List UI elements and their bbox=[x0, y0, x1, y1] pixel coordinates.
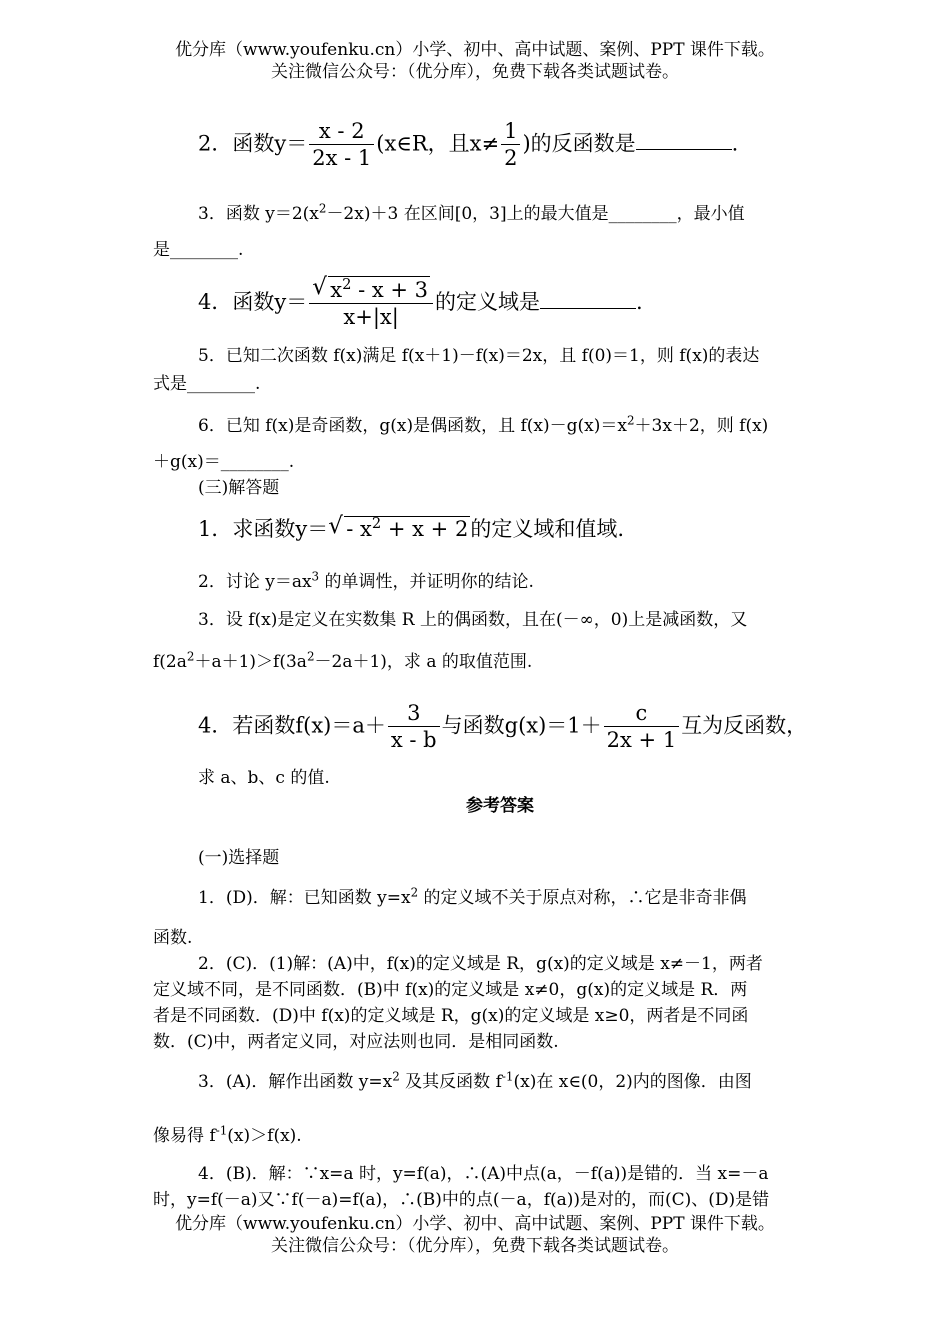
solve-q1-suffix: 的定义域和值域. bbox=[470, 517, 625, 541]
answers-title: 参考答案 bbox=[466, 796, 534, 816]
fill-q2-suffix: )的反函数是 bbox=[522, 131, 636, 156]
fill-q6-sup: 2 bbox=[626, 413, 635, 428]
header-line-2: 关注微信公众号：（优分库），免费下载各类试题试卷。 bbox=[271, 62, 679, 82]
fill-q3-line1 bbox=[198, 201, 745, 224]
solve-q4-line1 bbox=[198, 700, 807, 754]
fill-q6-line1 bbox=[198, 413, 769, 436]
fill-q2-half-num: 1 bbox=[501, 118, 520, 145]
fill-q2-denominator: 2x - 1 bbox=[312, 146, 372, 171]
fill-q4-suffix: 的定义域是 bbox=[435, 289, 541, 314]
fill-q2-half-den: 2 bbox=[504, 146, 518, 171]
solve-q4-mid: 与函数g(x)＝1＋ bbox=[441, 713, 602, 738]
solve-q1-rad2: + x + 2 bbox=[381, 517, 469, 541]
fill-q4-rad-rest: - x + 3 bbox=[351, 278, 429, 302]
answer-2-line2: 定义域不同，是不同函数．(B)中 f(x)的定义域是 x≠0，g(x)的定义域是 R．两 bbox=[153, 980, 748, 1000]
fill-q6-a: 6．已知 f(x)是奇函数，g(x)是偶函数，且 f(x)－g(x)＝x bbox=[198, 416, 627, 436]
fill-q6-line2: ＋g(x)＝________. bbox=[153, 452, 295, 472]
answer-1-line1 bbox=[198, 885, 747, 908]
fill-q4-denominator: x+|x| bbox=[343, 305, 399, 330]
answer-3-d: 像易得 f bbox=[153, 1126, 216, 1146]
fill-q2-numerator: x - 2 bbox=[309, 118, 374, 145]
answer-3-c: (x)在 x∈(0，2)内的图像．由图 bbox=[513, 1072, 752, 1092]
fill-q3-sup: 2 bbox=[318, 201, 327, 216]
solve-q1-rad1: - x bbox=[346, 517, 372, 541]
solve-q1 bbox=[198, 513, 625, 542]
answer-2-line1: 2．(C)．(1)解：(A)中，f(x)的定义域是 R，g(x)的定义域是 x≠－1，两者 bbox=[198, 954, 763, 974]
answer-2-line3: 者是不同函数．(D)中 f(x)的定义域是 R，g(x)的定义域是 x≥0，两者是不同函 bbox=[153, 1006, 749, 1026]
fill-q2-half bbox=[501, 118, 520, 172]
solve-q4-frac2-num: c bbox=[604, 700, 680, 727]
answer-3-line2 bbox=[153, 1123, 302, 1146]
fill-q2-blank[interactable] bbox=[636, 148, 732, 150]
sqrt-icon: √ bbox=[328, 513, 343, 539]
answer-3-s1: 2 bbox=[392, 1069, 400, 1084]
answer-4-line2: 时，y=f(－a)又∵f(－a)=f(a)，∴(B)中的点(－a，f(a))是对的，而(C)、(D)是错 bbox=[153, 1190, 770, 1210]
solve-q2-a: 2．讨论 y＝ax bbox=[198, 572, 312, 592]
solve-q4-line2: 求 a、b、c 的值. bbox=[198, 768, 330, 788]
solve-q4-frac2 bbox=[604, 700, 680, 754]
solve-q3-line2 bbox=[153, 649, 533, 672]
fill-q4-rad-x: x bbox=[330, 278, 343, 302]
fill-q6-a2: ＋3x＋2，则 f(x) bbox=[634, 416, 769, 436]
fill-q3-b: －2x)＋3 在区间[0，3]上的最大值是________，最小值 bbox=[326, 204, 745, 224]
fill-q2-fraction bbox=[309, 118, 374, 172]
answer-3-b: 及其反函数 f bbox=[399, 1072, 502, 1092]
solve-q1-rad-sup: 2 bbox=[371, 515, 382, 532]
solve-q4-suffix: 互为反函数， bbox=[681, 713, 808, 738]
fill-q5-line2: 式是________. bbox=[153, 374, 261, 394]
fill-q4-rad-sup: 2 bbox=[342, 276, 352, 293]
fill-q4-end: . bbox=[636, 289, 643, 314]
solve-q1-sqrt bbox=[328, 513, 470, 542]
answer-2-line4: 数．(C)中，两者定义同，对应法则也同．是相同函数. bbox=[153, 1032, 559, 1052]
fill-q2-prefix: 2．函数y＝ bbox=[198, 131, 308, 156]
fill-q2 bbox=[198, 118, 738, 172]
solve-q4-frac1-num: 3 bbox=[388, 700, 440, 727]
answer-3-s2: -1 bbox=[501, 1069, 514, 1084]
answer-1-sup: 2 bbox=[410, 885, 419, 900]
answer-1-b: 的定义域不关于原点对称，∴它是非奇非偶 bbox=[418, 888, 747, 908]
solve-q3-b3: －2a＋1)，求 a 的取值范围. bbox=[314, 652, 533, 672]
answer-3-a: 3．(A)．解作出函数 y=x bbox=[198, 1072, 393, 1092]
solve-q4-frac1 bbox=[388, 700, 440, 754]
solve-q2-sup: 3 bbox=[311, 569, 320, 584]
fill-q5-line1: 5．已知二次函数 f(x)满足 f(x＋1)－f(x)＝2x，且 f(0)＝1，则 f(x)的表达 bbox=[198, 346, 760, 366]
answers-sec1: (一)选择题 bbox=[198, 848, 280, 868]
solve-q3-s1: 2 bbox=[186, 649, 195, 664]
solve-q1-radicand bbox=[344, 516, 470, 542]
answer-1-line2: 函数. bbox=[153, 928, 193, 948]
solve-q4-frac1-den: x - b bbox=[390, 728, 437, 753]
solve-q3-s2: 2 bbox=[306, 649, 315, 664]
solve-q3-line1: 3．设 f(x)是定义在实数集 R 上的偶函数，且在(－∞，0)上是减函数，又 bbox=[198, 610, 748, 630]
solve-q4-frac2-den: 2x + 1 bbox=[606, 728, 677, 753]
solve-q1-prefix: 1．求函数y＝ bbox=[198, 517, 329, 541]
footer-line-1: 优分库（www.youfenku.cn）小学、初中、高中试题、案例、PPT 课件下载。 bbox=[175, 1214, 775, 1234]
footer-line-2: 关注微信公众号：（优分库），免费下载各类试题试卷。 bbox=[271, 1236, 679, 1256]
answer-1-a: 1．(D)．解：已知函数 y=x bbox=[198, 888, 411, 908]
answer-3-s3: -1 bbox=[215, 1123, 228, 1138]
fill-q4 bbox=[198, 276, 643, 331]
fill-q2-end: . bbox=[731, 131, 739, 156]
solve-q2-b: 的单调性，并证明你的结论. bbox=[319, 572, 534, 592]
solve-q4-prefix: 4．若函数f(x)＝a＋ bbox=[198, 713, 386, 738]
answer-3-e: (x)＞f(x). bbox=[227, 1126, 302, 1146]
solve-q3-b1: f(2a bbox=[153, 652, 187, 672]
sqrt-icon: √ bbox=[312, 274, 327, 300]
fill-q4-numerator bbox=[309, 276, 433, 304]
fill-q3-a: 3．函数 y＝2(x bbox=[198, 204, 319, 224]
answer-3-line1 bbox=[198, 1069, 752, 1092]
solve-q2 bbox=[198, 569, 534, 592]
fill-q4-sqrt bbox=[312, 276, 430, 303]
fill-q4-fraction bbox=[309, 276, 433, 331]
solve-q3-b2: ＋a＋1)＞f(3a bbox=[194, 652, 307, 672]
solve-title: (三)解答题 bbox=[198, 478, 280, 498]
fill-q2-mid: (x∈R，且x≠ bbox=[376, 131, 500, 156]
fill-q3-line2: 是________. bbox=[153, 240, 244, 260]
header-line-1: 优分库（www.youfenku.cn）小学、初中、高中试题、案例、PPT 课件下载。 bbox=[175, 40, 775, 60]
fill-q4-blank[interactable] bbox=[540, 307, 636, 309]
fill-q4-radicand bbox=[328, 276, 430, 303]
answer-4-line1: 4．(B)．解：∵x=a 时，y=f(a)，∴(A)中点(a，－f(a))是错的．当 x=－a bbox=[198, 1164, 769, 1184]
fill-q4-prefix: 4．函数y＝ bbox=[198, 289, 308, 314]
